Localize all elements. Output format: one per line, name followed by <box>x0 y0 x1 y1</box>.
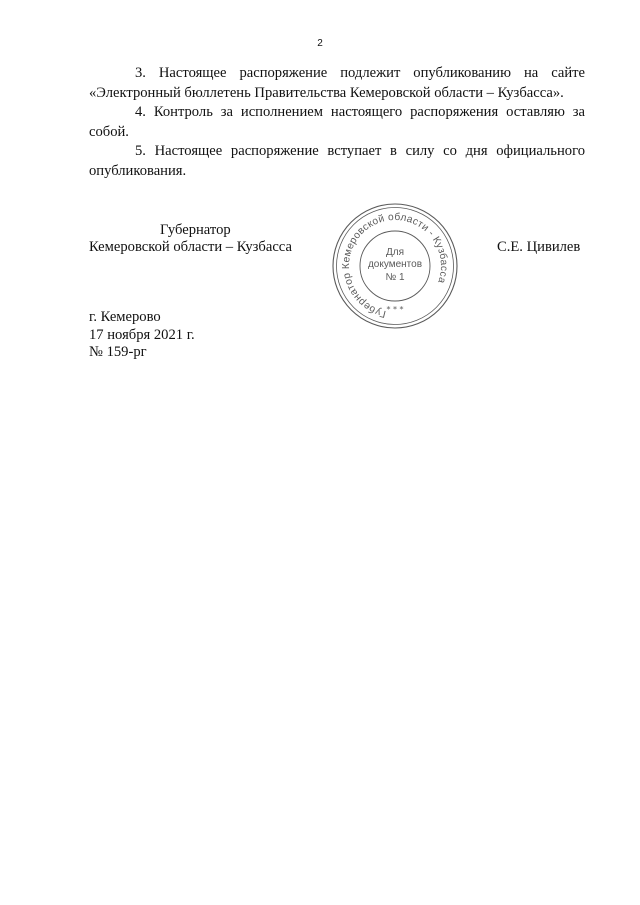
signatory-title: Губернатор <box>160 222 231 238</box>
paragraph-4-text: 4. Контроль за исполнением настоящего распоряжения оставляю за собой. <box>89 104 585 140</box>
page-number: 2 <box>317 38 323 49</box>
seal-inner-line3: № 1 <box>385 272 405 283</box>
city: г. Кемерово <box>89 309 161 325</box>
seal-outer-textpath: Губернатор Кемеровской области - Кузбасса <box>341 211 450 320</box>
paragraph-4 <box>89 103 585 142</box>
signatory-region: Кемеровской области – Кузбасса <box>89 239 292 255</box>
document-body <box>89 64 585 181</box>
paragraph-3 <box>89 64 585 103</box>
document-number: № 159-рг <box>89 344 147 360</box>
signatory-name: С.Е. Цивилев <box>497 239 581 255</box>
document-footer <box>89 309 195 362</box>
seal-stars: * * * <box>386 305 404 314</box>
official-seal <box>331 202 459 330</box>
seal-inner-line1: Для <box>385 247 405 258</box>
paragraph-5-text: 5. Настоящее распоряжение вступает в силу со дня официального опубликования. <box>89 143 585 179</box>
document-date: 17 ноября 2021 г. <box>89 326 195 343</box>
paragraph-3-text: 3. Настоящее распоряжение подлежит опубликованию на сайте «Электронный бюллетень Правительства Кемеровской области – Кузбасса». <box>89 65 585 101</box>
paragraph-5 <box>89 142 585 181</box>
seal-inner-line2: документов <box>367 259 423 270</box>
